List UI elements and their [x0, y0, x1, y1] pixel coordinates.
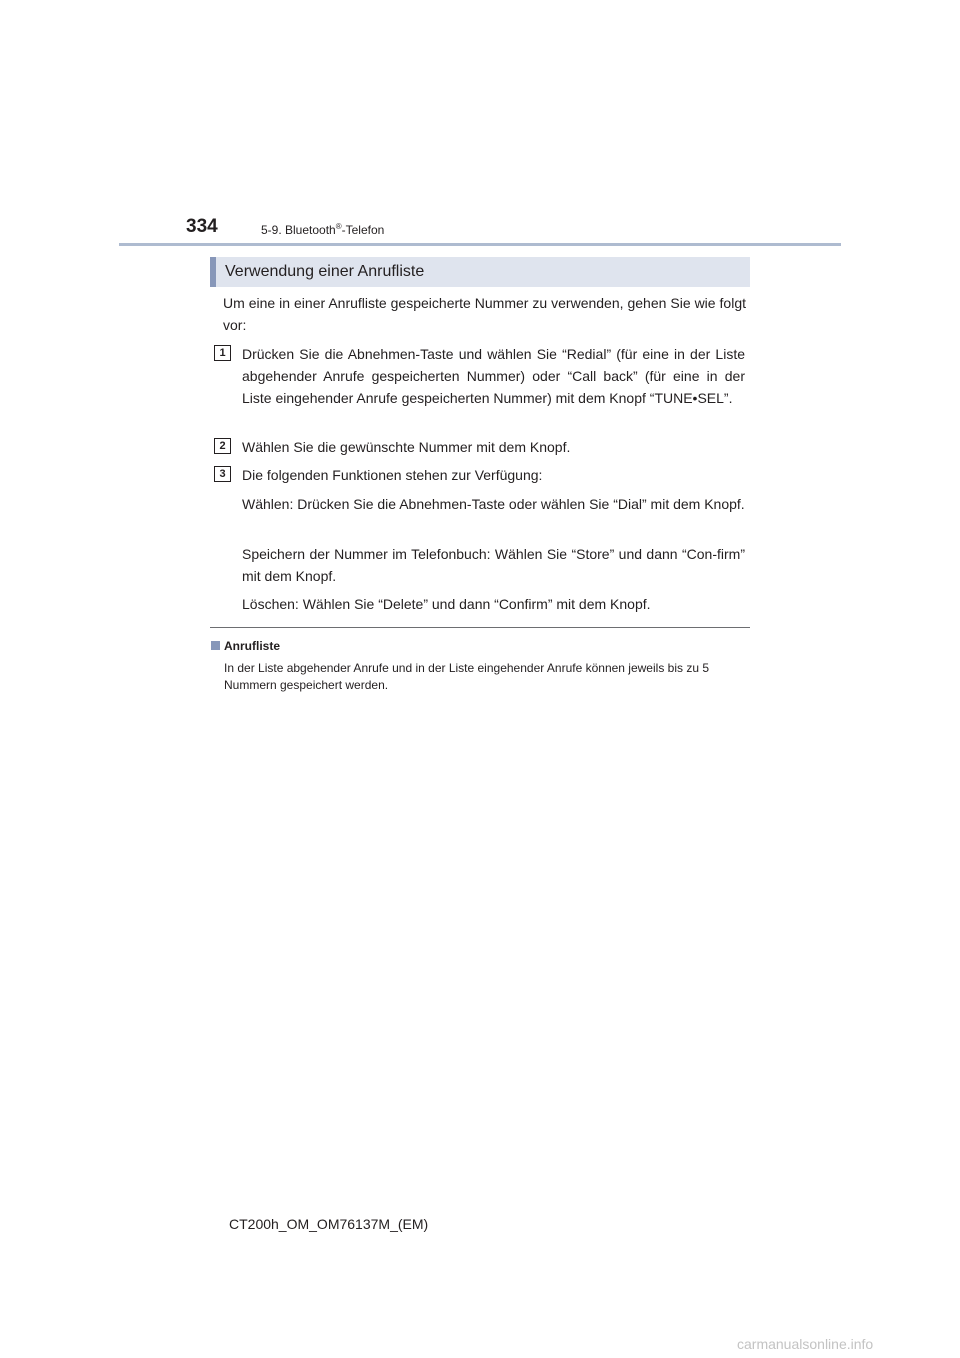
step-text-1: Drücken Sie die Abnehmen-Taste und wählen Sie “Redial” (für eine in der Liste abgehender Anrufe gespeicherten Nummer) oder “Call back” (für eine in der Liste eingehender Anrufe gespeicherten Nummer) mit dem Knopf “TUNE•SEL”.: [242, 346, 745, 406]
running-header-prefix: 5-9. Bluetooth: [261, 223, 336, 237]
running-header: [261, 222, 384, 237]
section-title: Verwendung einer Anrufliste: [210, 257, 750, 287]
function-dial: Wählen: Drücken Sie die Abnehmen-Taste oder wählen Sie “Dial” mit dem Knopf.: [242, 496, 745, 512]
page-number: 334: [186, 216, 218, 237]
registered-mark: ®: [335, 222, 342, 231]
step-text-3: Die folgenden Funktionen stehen zur Verfügung:: [242, 467, 543, 483]
header-rule: [119, 243, 841, 246]
note-text: In der Liste abgehender Anrufe und in der Liste eingehender Anrufe können jeweils bis zu 5 Nummern gespeichert werden.: [224, 661, 710, 692]
section-divider: [210, 627, 750, 628]
step-number-2: 2: [214, 438, 231, 454]
watermark: carmanualsonline.info: [737, 1336, 874, 1352]
square-bullet-icon: [211, 641, 220, 650]
note-title: [211, 639, 280, 653]
function-store: Speichern der Nummer im Telefonbuch: Wählen Sie “Store” und dann “Con-firm” mit dem Knopf.: [242, 546, 745, 584]
step-number-1: 1: [214, 345, 231, 361]
footer-code: CT200h_OM_OM76137M_(EM): [229, 1216, 429, 1232]
intro-paragraph: Um eine in einer Anrufliste gespeicherte Nummer zu verwenden, gehen Sie wie folgt vor:: [223, 295, 746, 333]
step-text-2: Wählen Sie die gewünschte Nummer mit dem Knopf.: [242, 439, 571, 455]
note-title-text: Anrufliste: [224, 639, 281, 653]
function-delete: Löschen: Wählen Sie “Delete” und dann “Confirm” mit dem Knopf.: [242, 596, 651, 612]
running-header-suffix: -Telefon: [341, 223, 385, 237]
step-number-3: 3: [214, 466, 231, 482]
